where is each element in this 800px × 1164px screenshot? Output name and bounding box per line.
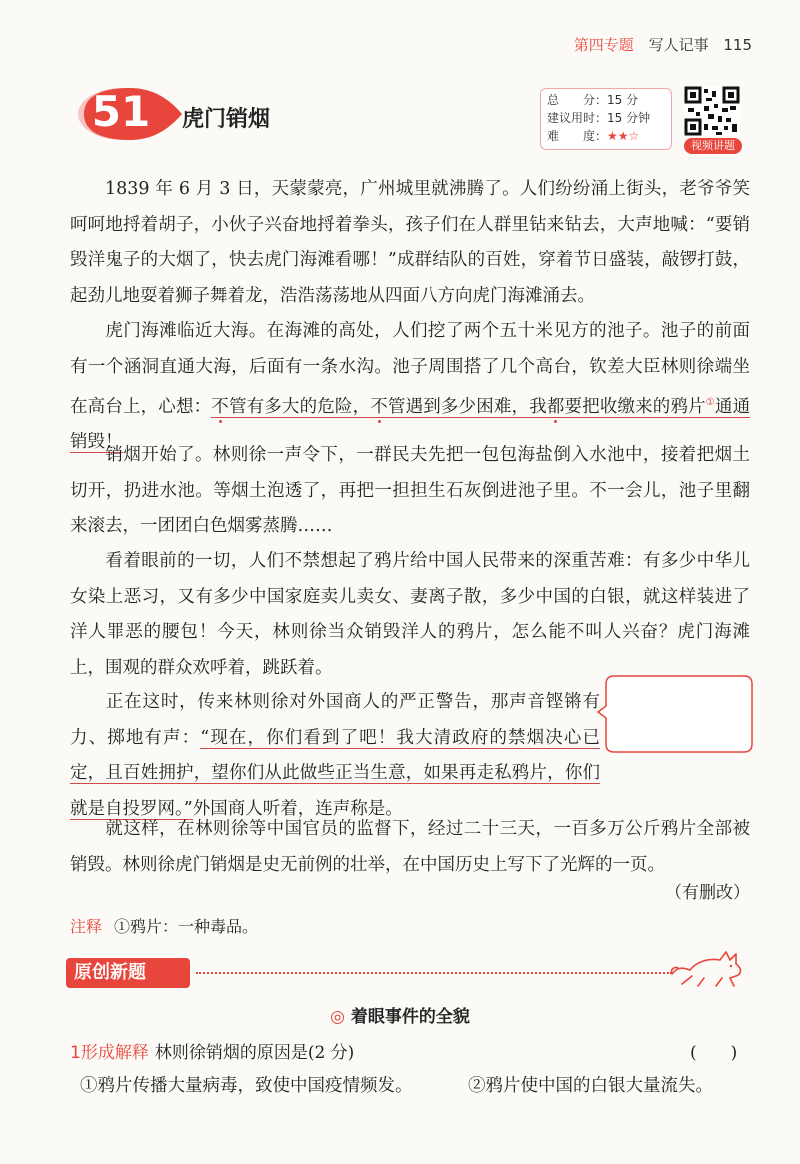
time-info: 建议用时：15 分钟 [547,111,651,125]
dotted-divider [196,972,672,974]
footnotes [70,914,258,937]
question-stem: 林则徐销烟的原因是(2 分) [154,1043,355,1063]
section-banner-text: 原创新题 [74,962,146,983]
section-label: 写人记事 [648,36,709,54]
page-header [574,34,752,55]
video-explain-button[interactable]: 视频讲题 [684,138,742,154]
paragraph-5: 正在这时，传来林则徐对外国商人的严正警告，那声音铿锵有力、掷地有声：“现在，你们看到了吧！我大清政府的禁烟决心已定，且百姓拥护，望你们从此做些正当生意，如果再走私鸦片，你们就是自投罗网。”外国商人听着，连声称是。 [70,692,600,819]
cat-icon [668,944,748,988]
target-icon: ◎ [330,1007,345,1027]
qr-code-icon[interactable] [684,86,740,136]
footnote-marker: ① [705,397,715,408]
lesson-number: 51 [91,87,151,136]
score-info: 总 分：15 分 [547,93,639,107]
paragraph-2: 虎门海滩临近大海。在海滩的高处，人们挖了两个五十米见方的池子。池子的前面有一个涵洞直通大海，后面有一条水沟。池子周围搭了几个高台，钦差大臣林则徐端坐在高台上，心想：不管有多大的危险，不管遇到多少困难，我都要把收缴来的鸦片①通通销毁！ [70,321,751,453]
paragraph-4: 看着眼前的一切，人们不禁想起了鸦片给中国人民带来的深重苦难：有多少中华儿女染上恶习，又有多少中国家庭卖儿卖女、妻离子散，多少中国的白银，就这样装进了洋人罪恶的腰包！今天，林则徐当众销毁洋人的鸦片，怎么能不叫人兴奋？虎门海滩上，围观的群众欢呼着，跳跃着。 [70,551,750,678]
paragraph-6: 就这样，在林则徐等中国官员的监督下，经过二十三天，一百多万公斤鸦片全部被销毁。林则徐虎门销烟是史无前例的壮举，在中国历史上写下了光辉的一页。 [70,819,750,875]
focus-heading: ◎ 着眼事件的全貌 [330,1007,470,1027]
notes-label: 注释 [70,917,103,936]
question-number: 1形成解释 [70,1043,149,1063]
answer-blank[interactable]: ( ) [690,1043,738,1063]
topic-label: 第四专题 [573,36,634,54]
annotation-box[interactable] [596,672,756,756]
underlined-thought: 不管有多大的危险，不管遇到多少困难，我都要把收缴来的鸦片①通通销毁！ [70,396,751,453]
page-number: 115 [723,36,752,54]
revised-note: （有删改） [665,883,750,903]
option-1[interactable]: ①鸦片传播大量病毒，致使中国疫情频发。 [80,1076,413,1096]
notes-text: ①鸦片：一种毒品。 [114,917,259,936]
underlined-warning: “现在，你们看到了吧！我大清政府的禁烟决心已定，且百姓拥护，望你们从此做些正当生意，如果再走私鸦片，你们就是自投罗网。” [70,727,600,819]
difficulty-stars: ★★☆ [607,129,640,143]
paragraph-3: 销烟开始了。林则徐一声令下，一群民夫先把一包包海盐倒入水池中，接着把烟土切开，扔进水池。等烟土泡透了，再把一担担生石灰倒进池子里。不一会儿，池子里翻来滚去，一团团白色烟雾蒸腾…… [70,445,750,536]
paragraph-1: 1839 年 6 月 3 日，天蒙蒙亮，广州城里就沸腾了。人们纷纷涌上街头，老爷爷笑呵呵地捋着胡子，小伙子兴奋地捋着拳头，孩子们在人群里钻来钻去，大声地喊：“要销毁洋鬼子的大烟了，快去虎门海滩看哪！”成群结队的百姓，穿着节日盛装，敲锣打鼓，起劲儿地耍着狮子舞着龙，浩浩荡荡地从四面八方向虎门海滩涌去。 [70,179,750,306]
option-2[interactable]: ②鸦片使中国的白银大量流失。 [468,1076,713,1096]
question-1 [70,1038,354,1063]
difficulty-info: 难 度：★★☆ [547,129,640,143]
lesson-title: 虎门销烟 [182,107,271,132]
info-box [540,88,672,150]
